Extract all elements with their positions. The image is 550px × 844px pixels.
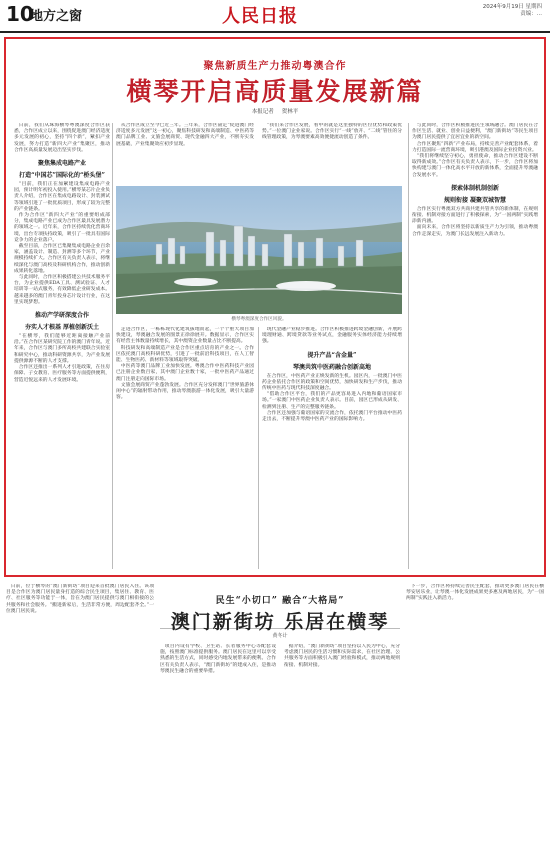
subheading-line2: 打造“中国芯”国际化的“桥头堡” <box>19 172 105 180</box>
paragraph: 据介绍，“澳门新街坊”项目坚持以人民为中心，充分考虑澳门居民的生活习惯和实际需求，在社区治理、公共服务等方面积极引入澳门经验和模式，推动两地规则衔接、机制对接。 <box>284 644 400 668</box>
photo-caption: 横琴粤澳深度合作区风貌。 <box>231 317 287 322</box>
article-byline <box>6 107 544 115</box>
second-article-column-2 <box>160 644 276 840</box>
masthead <box>0 0 550 36</box>
second-article <box>0 580 550 844</box>
paragraph: 日前，位于横琴的“澳门新街坊”项目迎来首批澳门居民入住。该项目是合作区为澳门居民量身打造的综合民生项目，集居住、教育、医疗、社区服务等功能于一体，旨在为澳门居民提供与澳门相衔接的公共服务和社会服务。“搬进新家后，生活非常方便，周边配套齐全。”一位澳门居民说。 <box>6 584 154 614</box>
editor-line: 责编：... <box>520 11 542 17</box>
second-article-byline: 黄冬计 <box>272 633 288 639</box>
article-kicker: 聚焦新质生产力推动粤澳合作 <box>203 61 347 72</box>
byline-name: 贺林平 <box>281 109 299 115</box>
paragraph: “借助合作区平台，我们的产品更容易进入内地和葡语国家市场。”一家澳门中医药企业负责人表示。目前，园区已形成从研发、检测到注册、生产的完整服务链条。 <box>262 392 402 410</box>
paragraph: 项目内设有学校、卫生站、长者服务中心等配套设施，按照澳门标准提供服务。澳门居民在这里可以享受熟悉的生活方式，同时感受内地发展带来的便利。合作区有关负责人表示，“澳门新街坊”的建成入住，是推动琴澳民生融合的重要举措。 <box>160 644 276 674</box>
page-section-name: 地方之窗 <box>30 9 83 24</box>
column-divider <box>258 327 259 569</box>
issue-date: 2024年9月19日 星期四 <box>482 4 542 10</box>
skyline-illustration <box>116 186 402 314</box>
subheading-line2: 琴澳共筑中医药融合创新高地 <box>292 363 371 371</box>
article-column-3-intro <box>262 123 402 181</box>
paragraph: 在合作区，中医药产业正焕发新的生机。园区内，一批澳门中医药企业依托合作区的政策和空间优势，加快研发和生产步伐，推动传统中医药与现代科技深度融合。 <box>262 373 402 392</box>
paragraph: 与此同时，合作区积极推进民生领域融合。澳门居民在合作区生活、就业、创业日益便利，“澳门新街坊”等民生项目为澳门居民提供了宜居宜业的新空间。 <box>412 123 538 141</box>
paragraph: 合作区还加强与葡语国家的交流合作，依托澳门平台推动中医药走出去，不断提升琴澳中医药产业的国际影响力。 <box>262 410 402 423</box>
paragraph: 合作区实行粤澳双方共商共建共管共享的新体制，在规则衔接、机制对接方面进行了积极探索，为“一国两制”实践增添新内涵。 <box>412 206 538 225</box>
paragraph: 作为合作区“新四大产业”的重要组成部分，集成电路产业已成为合作区最具发展潜力的领域之一。近年来，合作区持续优化营商环境，出台专项扶持政策，吸引了一批具有国际竞争力的企业落户。 <box>14 213 110 243</box>
paragraph: 合作区聚焦“四新”产业布局，持续完善产业配套体系，着力打造国际一流营商环境，吸引港澳及国际企业投资兴业。 <box>412 141 538 153</box>
paragraph: 从合作区成立至今已近三年。三年来，合作区锚定“促进澳门经济适度多元发展”这一初心，聚焦科技研发和高端制造、中医药等澳门品牌工业、文旅会展商贸、现代金融四大产业，不断夯实发展基础，产业集聚效应初步显现。 <box>116 123 254 147</box>
masthead-rule <box>0 31 550 33</box>
article-column-1 <box>14 123 110 569</box>
paragraph: 现代金融产业稳步推进。合作区积极推进跨境金融创新，开展跨境理财通、跨境贷款等业务试点，金融服务实体经济能力持续增强。 <box>262 327 402 345</box>
paragraph: 合作区还推出一系列人才引进政策，在住房保障、子女教育、医疗服务等方面提供便利，营造近悦远来的人才发展环境。 <box>14 365 110 383</box>
page-number: 10 <box>6 2 34 26</box>
paragraph: “我们将继续坚守初心，勇担使命，推动合作区建设不断取得新成效。”合作区有关负责人表示，下一步，合作区将加快构建与澳门一体化高水平开放的新体系，全面提升琴澳融合发展水平。 <box>412 154 538 178</box>
subheading: 推动产学研深度合作 <box>34 312 89 320</box>
paragraph: 走进合作区，一栋栋现代化建筑拔地而起，一个个重大项目加快建设，琴澳融合发展的图景正徐徐展开。数据显示，合作区实有经营主体数量持续增长，其中澳资企业数量占比不断提高。 <box>116 327 254 345</box>
paragraph: 面向未来，合作区将坚持以新质生产力为引领，推动粤澳合作走深走实，为澳门长远发展注入新动力。 <box>412 225 538 237</box>
paragraph: 日前，我们从珠海横琴粤澳深度合作区获悉，合作区成立以来，围绕促进澳门经济适度多元发展的初心，坚持“四个新”，紧扣产业发展，努力打造“新四大产业”集聚区，推动合作区高质量发展迈出坚实步伐。 <box>14 123 110 153</box>
article-column-2 <box>116 327 254 569</box>
article-headline: 横琴开启高质量发展新篇 <box>126 77 424 106</box>
masthead-meta <box>483 4 542 18</box>
newspaper-logo: 人民日报 <box>222 6 298 27</box>
feature-article-frame <box>4 37 546 577</box>
column-divider <box>112 123 113 569</box>
paragraph: 科技研发和高端制造产业是合作区重点培育的产业之一。合作区依托澳门高校科研优势，引进了一批前沿科技项目，在人工智能、生物医药、新材料等领域取得突破。 <box>116 345 254 364</box>
second-article-kicker: 民生“小切口” 融合“大格局” <box>215 596 345 606</box>
article-column-3 <box>262 327 402 569</box>
subheading-line2: 规则衔接 凝聚双城智慧 <box>443 196 507 204</box>
city-aerial-photo <box>116 186 402 314</box>
byline-prefix: 本报记者 <box>251 109 274 115</box>
paragraph: “目前，我们正在加紧建设集成电路产业园，预计明年初投入使用。”横琴某芯片企业负责人介绍，合作区在集成电路设计、封装测试等领域引进了一批优质项目，形成了较为完整的产业链条。 <box>14 182 110 212</box>
article-column-2-intro <box>116 123 254 181</box>
subheading-line2: 夯实人才根基 厚植创新沃土 <box>24 324 100 332</box>
subheading: 探索体制机制创新 <box>450 184 499 192</box>
paragraph: 中医药等澳门品牌工业加快发展。粤澳合作中医药科技产业园已注册企业数百家，其中澳门企业数十家，一批中医药产品通过澳门注册走向国际市场。 <box>116 364 254 382</box>
article-column-4 <box>412 123 538 569</box>
subheading: 提升产品“含金量” <box>307 351 357 359</box>
column-divider <box>408 123 409 569</box>
second-article-column-3 <box>284 644 400 840</box>
paragraph: “在横琴，我们能够近距离接触产业前沿。”在合作区某研究院工作的澳门青年说。近年来，合作区与澳门多所高校共建联合实验室和研究中心，推动科研资源共享，为产业发展提供源源不断的人才支撑。 <box>14 334 110 364</box>
second-article-column-1 <box>6 584 154 840</box>
paragraph: “我们来合作区发展，看中的就是这里独特的区位优势和政策优势。”一位澳门企业家说。合作区实行“一线”放开、“二线”管住的分线管理政策，为琴澳要素高效便捷流动创造了条件。 <box>262 123 402 141</box>
second-article-headline: 澳门新街坊 乐居在横琴 <box>170 611 390 633</box>
paragraph: 文旅会展商贸产业蓬勃发展。合作区充分发挥澳门“世界旅游休闲中心”的辐射带动作用，推动琴澳旅游一体化发展，吸引大量游客。 <box>116 382 254 401</box>
paragraph: 与此同时，合作区积极搭建公共技术服务平台，为企业提供EDA工具、测试验证、人才培训等一站式服务，有效降低企业研发成本。越来越多的澳门青年投身芯片设计行业，在这里实现梦想。 <box>14 275 110 305</box>
second-article-column-4 <box>406 584 544 840</box>
paragraph: 截至目前，合作区已集聚集成电路企业百余家，涵盖设计、制造、封测等多个环节，产业规模持续扩大。合作区有关负责人表示，将继续深化与澳门高校及科研机构合作，推动创新成果转化落地。 <box>14 244 110 274</box>
paragraph: 下一步，合作区将持续完善民生配套，推动更多澳门居民在横琴安居乐业，让琴澳一体化发展成果更多惠及两地居民，为“一国两制”实践注入新活力。 <box>406 584 544 602</box>
subheading: 聚焦集成电路产业 <box>37 160 86 168</box>
